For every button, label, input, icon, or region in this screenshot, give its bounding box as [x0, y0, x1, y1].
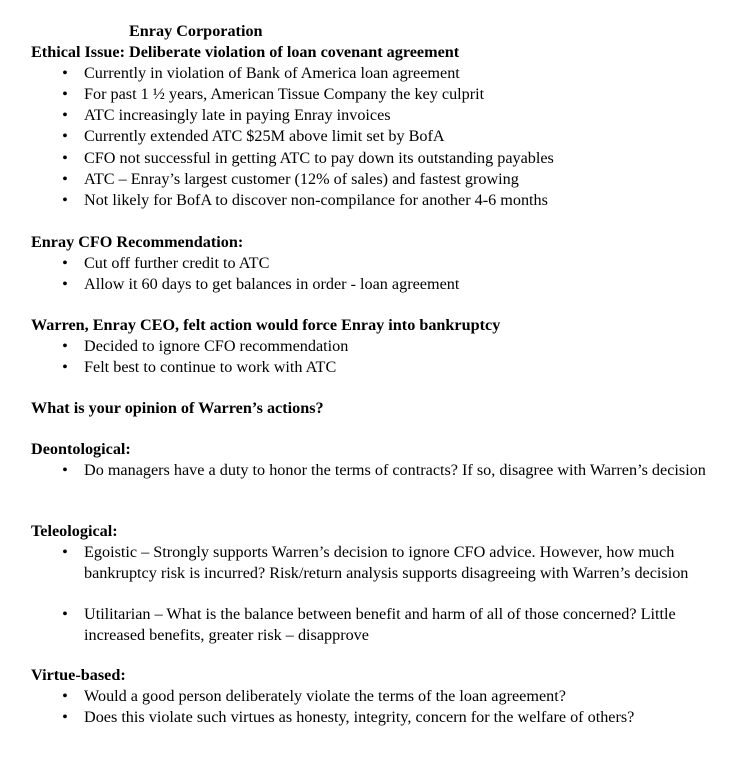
cfo-recommendation-heading: Enray CFO Recommendation: [31, 233, 244, 251]
ceo-action-heading: Warren, Enray CEO, felt action would force Enray into bankruptcy [31, 316, 501, 334]
list-item-text: ATC – Enray’s largest customer (12% of sales) and fastest growing [84, 170, 519, 188]
bullet-icon: • [62, 64, 68, 82]
teleological-heading: Teleological: [31, 522, 118, 540]
list-item-text: Not likely for BofA to discover non-compilance for another 4-6 months [84, 191, 548, 209]
list-item-text: Would a good person deliberately violate the terms of the loan agreement? [84, 687, 566, 705]
bullet-icon: • [62, 543, 68, 561]
bullet-icon: • [62, 358, 68, 376]
list-item-text: ATC increasingly late in paying Enray invoices [84, 106, 391, 124]
bullet-icon: • [62, 687, 68, 705]
list-item-text: For past 1 ½ years, American Tissue Company the key culprit [84, 85, 485, 103]
bullet-icon: • [62, 170, 68, 188]
list-item-text: Utilitarian – What is the balance between benefit and harm of all of those concerned? Little increased benefits, greater risk – disapprove [84, 605, 676, 644]
list-item-text: CFO not successful in getting ATC to pay down its outstanding payables [84, 149, 554, 167]
bullet-icon: • [62, 337, 68, 355]
bullet-icon: • [62, 708, 68, 726]
bullet-icon: • [62, 461, 68, 479]
bullet-icon: • [62, 127, 68, 145]
document-title: Enray Corporation [129, 22, 263, 40]
deontological-heading: Deontological: [31, 440, 131, 458]
bullet-icon: • [62, 149, 68, 167]
list-item-text: Felt best to continue to work with ATC [84, 358, 337, 376]
list-item-text: Currently in violation of Bank of America loan agreement [84, 64, 460, 82]
list-item-text: Do managers have a duty to honor the terms of contracts? If so, disagree with Warren’s decision [84, 461, 706, 479]
bullet-icon: • [62, 275, 68, 293]
virtue-based-heading: Virtue-based: [31, 666, 126, 684]
list-item-text: Currently extended ATC $25M above limit set by BofA [84, 127, 445, 145]
ethical-issue-heading: Ethical Issue: Deliberate violation of loan covenant agreement [31, 43, 460, 61]
bullet-icon: • [62, 106, 68, 124]
opinion-question: What is your opinion of Warren’s actions? [31, 399, 324, 417]
bullet-icon: • [62, 85, 68, 103]
bullet-icon: • [62, 254, 68, 272]
list-item-text: Does this violate such virtues as honesty, integrity, concern for the welfare of others? [84, 708, 635, 726]
bullet-icon: • [62, 605, 68, 623]
list-item-text: Cut off further credit to ATC [84, 254, 270, 272]
list-item-text: Allow it 60 days to get balances in order - loan agreement [84, 275, 460, 293]
list-item-text: Egoistic – Strongly supports Warren’s decision to ignore CFO advice. However, how much bankruptcy risk is incurred? Risk/return analysis supports disagreeing with Warren’s decision [84, 543, 689, 582]
list-item-text: Decided to ignore CFO recommendation [84, 337, 349, 355]
bullet-icon: • [62, 191, 68, 209]
